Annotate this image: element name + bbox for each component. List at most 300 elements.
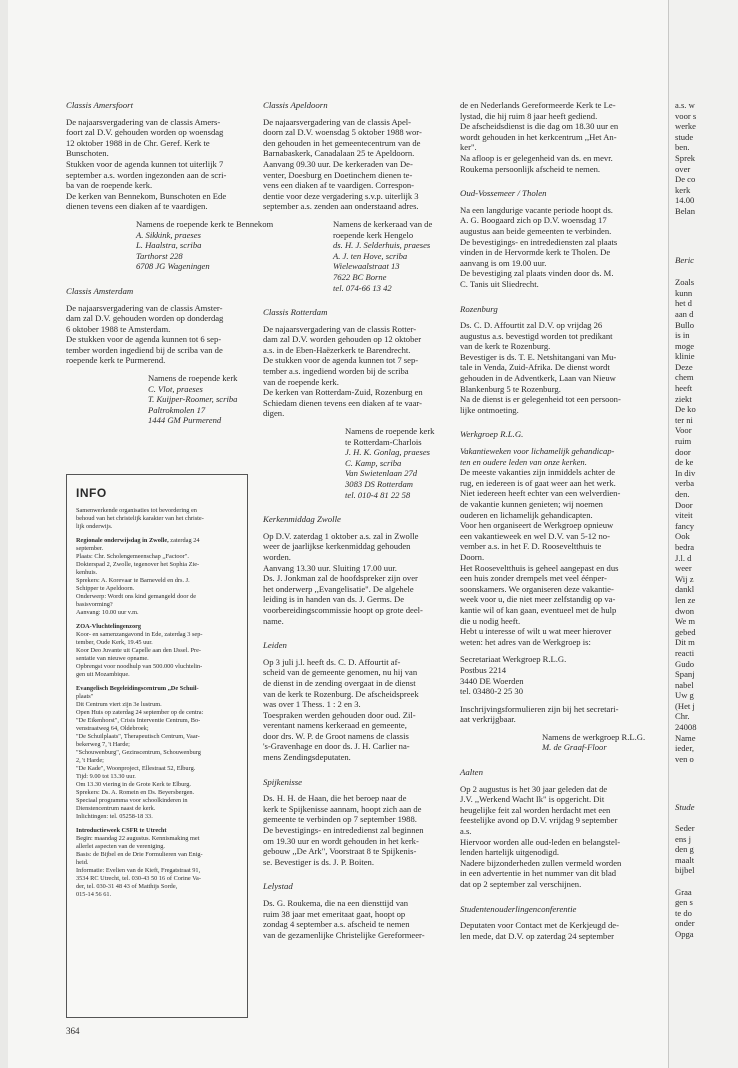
text-line: digen. bbox=[263, 408, 285, 419]
text-line: De afscheidsdienst is die dag om 18.30 uur en bbox=[460, 121, 619, 132]
text-line: Informatie: Evelien van de Kieft, Fregatstraat 91, bbox=[76, 867, 201, 874]
text-line: Op 3 juli j.l. heeft ds. C. D. Affourtit af- bbox=[263, 656, 401, 667]
text-line: gen s bbox=[675, 897, 693, 908]
text-line: klinie bbox=[675, 351, 695, 362]
text-line: In div bbox=[675, 467, 696, 478]
next-lines bbox=[675, 100, 738, 217]
text-line: september. bbox=[76, 545, 104, 552]
text-line: Na een langdurige vacante periode hoopt ds. bbox=[460, 204, 613, 215]
text-line: Zoals bbox=[675, 277, 695, 288]
text-line: om 19.30 uur en wordt gehouden in het kerk- bbox=[263, 835, 419, 846]
text-line: Evangelisch Begeleidingscentrum ,,De Schuil- bbox=[76, 685, 199, 692]
signature bbox=[460, 732, 644, 753]
text-line: ruim 38 jaar met emeritaat gaat, hoopt op bbox=[263, 908, 406, 919]
text-line: maalt bbox=[675, 854, 695, 865]
text-line: is in bbox=[675, 330, 690, 341]
text-line: Ook bbox=[675, 531, 690, 542]
sig-line: Wielewaalstraat 13 bbox=[333, 261, 400, 272]
text-line: Dokterspad 2, Zwolle, tegenover het Sophia Zie- bbox=[76, 561, 200, 568]
text-line: Open Huis op zaterdag 24 september op de centra: bbox=[76, 709, 204, 716]
sig-line: 3083 DS Rotterdam bbox=[345, 479, 413, 489]
text-line: Roukema persoonlijk afscheid te nemen. bbox=[460, 163, 601, 174]
text-line: ens j bbox=[675, 833, 691, 844]
text-line: Seder bbox=[675, 823, 695, 834]
text-line: gen uit Mozambique. bbox=[76, 671, 130, 678]
text-line: weer de jaarlijkse kerkenmiddag gehouden bbox=[263, 541, 411, 552]
text-line: weer bbox=[675, 563, 692, 574]
text-line: was over 1 Thess. 1 : 2 en 3. bbox=[263, 699, 361, 710]
text-line: vens een diaken af te vaardigen. Correspon- bbox=[263, 180, 415, 191]
text-line: van de kerk te Rozenburg. De afscheidspreek bbox=[263, 688, 419, 699]
text-line: 12 oktober 1988 in de Chr. Geref. Kerk te bbox=[66, 137, 210, 148]
text-line: name. bbox=[263, 615, 284, 626]
text-line: van de roepende kerk. bbox=[263, 376, 339, 387]
text-line: De meeste vakanties zijn inmiddels achter de bbox=[460, 467, 616, 478]
text-line: lystad, die hij ruim 8 jaar heeft gediend. bbox=[460, 110, 598, 121]
section-title: Lelystad bbox=[263, 881, 293, 892]
text-line: Om 13.30 viering in de Grote Kerk te Elburg. bbox=[76, 781, 191, 788]
text-line: (Het j bbox=[675, 700, 695, 711]
text-line: 's-Gravenhage en door ds. J. H. Carlier na- bbox=[263, 741, 410, 752]
section-title: Kerkenmiddag Zwolle bbox=[263, 514, 341, 525]
text-line: Sprekers: Ds. A. Romein en Ds. Beyersbergen. bbox=[76, 789, 195, 796]
text-line: verba bbox=[675, 478, 695, 489]
section-title: Leiden bbox=[263, 640, 287, 651]
signature bbox=[263, 426, 448, 500]
signature bbox=[263, 219, 448, 293]
section-aalten bbox=[460, 767, 644, 890]
text-line: Bullo bbox=[675, 319, 695, 330]
text-line: dienen tevens een diaken af te vaardigen. bbox=[66, 201, 208, 212]
text-line: De najaarsvergadering van de classis Amers- bbox=[66, 116, 221, 127]
signature bbox=[66, 218, 274, 272]
text-line: tel. 03480-2 25 30 bbox=[460, 686, 524, 697]
text-line: C. Tanis uit Sliedrecht. bbox=[460, 278, 539, 289]
section-title: Spijkenisse bbox=[263, 776, 303, 787]
text-line: reacti bbox=[675, 647, 695, 658]
section-title: Classis Amersfoort bbox=[66, 100, 134, 110]
text-line: Stukken voor de agenda kunnen tot uiterlijk 7 bbox=[66, 158, 224, 169]
column-1 bbox=[66, 100, 274, 440]
info-block bbox=[76, 685, 237, 821]
text-line: gemeente te verbinden op 7 september 1988. bbox=[263, 814, 417, 825]
text-line: kenhuis. bbox=[76, 569, 98, 576]
text-line: gebouw ,,De Ark", Voorstraat 8 te Spijkenis- bbox=[263, 846, 417, 857]
text-line: tember, Oude Kerk, 19.45 uur. bbox=[76, 639, 153, 646]
text-line: Aanvang: 10.00 uur v.m. bbox=[76, 609, 139, 616]
text-line: den g bbox=[675, 844, 694, 855]
text-line: Postbus 2214 bbox=[460, 664, 507, 675]
section-apeldoorn bbox=[263, 100, 448, 293]
sig-line: M. de Graaf-Floor bbox=[542, 742, 607, 753]
text-line: Speciaal programma voor schoolkinderen in bbox=[76, 797, 188, 804]
text-line: van de kerk te Rozenburg. bbox=[460, 341, 551, 352]
text-line: Aanvang 09.30 uur. De kerkeraden van De- bbox=[263, 158, 413, 169]
next-page-text bbox=[675, 100, 738, 940]
text-line: Sprek bbox=[675, 152, 696, 163]
sig-line: tel. 074-66 13 42 bbox=[333, 282, 392, 293]
text-line: aan d bbox=[675, 308, 694, 319]
text-line bbox=[675, 876, 738, 887]
text-line: ter ni bbox=[675, 414, 693, 425]
section-title: Studentenouderlingenconferentie bbox=[460, 903, 577, 914]
section-zwolle bbox=[263, 514, 448, 626]
text-line: leiding is in handen van ds. J. Germs. De bbox=[263, 594, 405, 605]
section-body bbox=[460, 784, 644, 890]
text-line: lijke ontmoeting. bbox=[460, 404, 519, 415]
text-line: Introductieweek CSFR te Utrecht bbox=[76, 827, 167, 834]
text-line: Hiervoor worden alle oud-leden en belangstel- bbox=[460, 836, 621, 847]
text-line: 6 oktober 1988 te Amsterdam. bbox=[66, 323, 171, 334]
section-studenten bbox=[460, 904, 644, 942]
text-line: chem bbox=[675, 372, 694, 383]
section-title: Oud-Vossemeer / Tholen bbox=[460, 188, 547, 199]
text-line: het d bbox=[675, 298, 692, 309]
text-line: De bevestiging zal plaats vinden door ds. M. bbox=[460, 268, 614, 279]
text-line: ba van de roepende kerk. bbox=[66, 180, 153, 191]
main-page bbox=[8, 0, 668, 1068]
text-line: Op 2 augustus is het 30 jaar geleden dat de bbox=[460, 783, 608, 794]
sig-line: Namens de roepende kerk bbox=[148, 373, 238, 384]
text-line: Hebt u interesse of wilt u wat meer hierover bbox=[460, 626, 612, 637]
next-page-strip bbox=[668, 0, 738, 1068]
text-line: De kerken van Bennekom, Bunschoten en Ede bbox=[66, 190, 227, 201]
text-line: Op D.V. zaterdag 1 oktober a.s. zal in Zwolle bbox=[263, 530, 419, 541]
text-line: ten en oudere leden van onze kerken. bbox=[460, 456, 587, 467]
section-body bbox=[263, 531, 448, 626]
section-rotterdam bbox=[263, 307, 448, 500]
text-line: moge bbox=[675, 340, 695, 351]
text-line: A. G. Boogaard zich op D.V. woensdag 17 bbox=[460, 215, 607, 226]
text-line: september a.s. worden ingezonden aan de scri- bbox=[66, 169, 227, 180]
section-spijkenisse bbox=[263, 777, 448, 868]
section-body bbox=[460, 467, 644, 647]
text-line: kerk te Spijkenisse aannam, hoopt zich aan de bbox=[263, 803, 422, 814]
sig-line: Namens de werkgroep R.L.G. bbox=[542, 731, 646, 742]
section-body bbox=[263, 793, 448, 867]
text-line: mens Zendingsdeputaten. bbox=[263, 752, 351, 763]
text-line: weten: het adres van de Werkgroep is: bbox=[460, 636, 591, 647]
text-line: nabel bbox=[675, 679, 694, 690]
text-line: lenden hartelijk uitgenodigd. bbox=[460, 847, 560, 858]
sig-line: 7622 BC Borne bbox=[333, 271, 387, 282]
text-line: vember a.s. in het F. D. Rooseveltthuis te bbox=[460, 541, 602, 552]
text-line: De ko bbox=[675, 404, 696, 415]
text-line: 3534 RC Utrecht, tel. 030-43 50 16 of Corine Va- bbox=[76, 875, 201, 882]
text-line: ZOA-Vluchtelingenzorg bbox=[76, 623, 142, 630]
text-line: "Schouwenburg", Gezinscentrum, Schouwenburg bbox=[76, 749, 201, 756]
text-line: foort zal D.V. gehouden worden op woensdag bbox=[66, 127, 224, 138]
next-lines bbox=[675, 277, 738, 764]
text-line: Dit Centrum viert zijn 3e lustrum. bbox=[76, 701, 162, 708]
text-line: Samenwerkende organisaties tot bevordering en bbox=[76, 507, 197, 514]
text-line: kantie wil of kan gaan, eventueel met de hulp bbox=[460, 604, 617, 615]
sig-line: A. J. ten Hove, scriba bbox=[333, 250, 408, 261]
text-line: De kerken van Rotterdam-Zuid, Rozenburg en bbox=[263, 387, 423, 398]
text-line: Uw g bbox=[675, 690, 694, 701]
sig-line: 6708 JG Wageningen bbox=[136, 261, 210, 272]
section-rozenburg bbox=[460, 304, 644, 416]
sig-line: ds. H. J. Selderhuis, praeses bbox=[333, 240, 431, 251]
text-line: 3440 DE Woerden bbox=[460, 675, 524, 686]
text-line: Onderwerp: Wordt ons kind gemangeld door de bbox=[76, 593, 197, 600]
text-line: bijbel bbox=[675, 865, 695, 876]
text-line: Graa bbox=[675, 886, 692, 897]
text-line: verentant namens kerkeraad en gemeente, bbox=[263, 720, 407, 731]
section-title: Rozenburg bbox=[460, 303, 498, 314]
text-line: Aanvang 13.30 uur. Sluiting 17.00 uur. bbox=[263, 562, 397, 573]
section-body bbox=[263, 898, 448, 940]
section-body bbox=[460, 100, 644, 174]
text-line: fancy bbox=[675, 520, 695, 531]
text-line: Gudo bbox=[675, 658, 695, 669]
text-line: augustus a.s. bevestigd worden tot predikant bbox=[460, 330, 613, 341]
text-line: Dit m bbox=[675, 637, 695, 648]
text-line: We m bbox=[675, 616, 696, 627]
next-heading: Beric bbox=[675, 254, 695, 265]
text-line: bedra bbox=[675, 541, 695, 552]
text-line: len mede, dat D.V. op zaterdag 24 september bbox=[460, 930, 614, 941]
text-line: Na afloop is er gelegenheid van ds. en mevr. bbox=[460, 152, 613, 163]
text-line: Ds. J. Jonkman zal de hoofdspreker zijn over bbox=[263, 573, 418, 584]
sig-line: Paltrokmolen 17 bbox=[148, 404, 206, 415]
text-line: een vakantieweek en wel D.V. van 5-12 no- bbox=[460, 530, 610, 541]
page-number: 364 bbox=[66, 1026, 80, 1036]
text-line: Voor hen organiseert de Werkgroep opnieuw bbox=[460, 520, 614, 531]
text-line: 2, 't Harde; bbox=[76, 757, 104, 764]
info-intro bbox=[76, 507, 237, 531]
text-line: De najaarsvergadering van de classis Amster- bbox=[66, 302, 223, 313]
text-line: den gehouden in het gemeentecentrum van de bbox=[263, 137, 421, 148]
section-title: Werkgroep R.L.G. bbox=[460, 429, 524, 440]
text-line: Chr. bbox=[675, 711, 690, 722]
text-line: a.s. bbox=[460, 826, 472, 837]
text-line: Inschrijvingsformulieren zijn bij het secretari- bbox=[460, 703, 619, 714]
text-line: rug, en iedereen is of gaat weer aan het werk. bbox=[460, 477, 616, 488]
text-line: venter, Doesburg en Doetinchem dienen te- bbox=[263, 169, 413, 180]
sig-line: A. Sikkink, praeses bbox=[136, 229, 201, 240]
sig-line: T. Kuijper-Roomer, scriba bbox=[148, 394, 238, 405]
text-line: allerlei aspecten van de vereniging. bbox=[76, 843, 165, 850]
section-lelystad bbox=[263, 881, 448, 940]
text-line: De najaarsvergadering van de classis Apel- bbox=[263, 116, 412, 127]
sig-line: L. Haalstra, scriba bbox=[136, 240, 202, 251]
text-line: Vakantieweken voor lichamelijk gehandicap- bbox=[460, 446, 615, 457]
text-line: heugelijke feit zal worden herdacht met een bbox=[460, 804, 611, 815]
info-box bbox=[66, 474, 248, 1018]
signature bbox=[66, 373, 246, 426]
text-line: venstraatweg 64, Oldebroek; bbox=[76, 725, 149, 732]
text-line: plaats" bbox=[76, 693, 94, 700]
text-line: augustus aan beide gemeenten te verbinden. bbox=[460, 225, 612, 236]
text-line: Deputaten voor Contact met de Kerkjeugd de- bbox=[460, 920, 619, 931]
text-line: tember a.s. ingediend worden bij de scriba bbox=[263, 366, 409, 377]
section-title: Classis Apeldoorn bbox=[263, 100, 328, 110]
text-line: ker". bbox=[460, 142, 477, 153]
text-line: De najaarsvergadering van de classis Rotter- bbox=[263, 323, 417, 334]
text-line: sentatie van nieuwe opname. bbox=[76, 655, 149, 662]
text-line: de dienst in de zending overgaat in de dienst bbox=[263, 677, 416, 688]
text-line: Voor bbox=[675, 425, 692, 436]
text-line: gehouden in de Adventkerk, Laan van Nieuw bbox=[460, 373, 616, 384]
text-line: De bevestigings- en intredediensten zal plaats bbox=[460, 236, 618, 247]
column-3 bbox=[460, 100, 644, 955]
sig-line: C. Vlot, praeses bbox=[148, 383, 203, 394]
section-body bbox=[460, 320, 644, 415]
section-lelystad-continued bbox=[460, 100, 644, 174]
text-line: soonskamers. We organiseren deze vakantie- bbox=[460, 583, 614, 594]
text-line: 24008 bbox=[675, 722, 697, 733]
text-line: Bevestiger is ds. T. E. Netshitangani van Mu- bbox=[460, 351, 617, 362]
section-intro bbox=[460, 446, 644, 467]
section-address bbox=[460, 654, 644, 696]
section-leiden bbox=[263, 640, 448, 763]
text-line: september a.s. zenden aan onderstaand adres. bbox=[263, 201, 419, 212]
text-line: Koor- en samenzangavond in Ede, zaterdag 3 sep- bbox=[76, 631, 203, 638]
text-line: die u nodig heeft. bbox=[460, 615, 521, 626]
info-block bbox=[76, 623, 237, 679]
info-block bbox=[76, 537, 237, 617]
text-line: stude bbox=[675, 131, 694, 142]
sig-line: J. H. K. Gonlag, praeses bbox=[345, 447, 430, 458]
text-line: over bbox=[675, 163, 691, 174]
sig-line: C. Kamp, scriba bbox=[345, 457, 402, 468]
text-line: basisvorming? bbox=[76, 601, 113, 608]
text-line: len ze bbox=[675, 594, 696, 605]
text-line: "De Eikenhorst", Crisis Interventie Centrum, Bo- bbox=[76, 717, 201, 724]
section-title: Classis Amsterdam bbox=[66, 285, 134, 296]
section-after bbox=[460, 704, 644, 725]
text-line: voor s bbox=[675, 110, 697, 121]
text-line: Schipper te Apeldoorn. bbox=[76, 585, 135, 592]
text-line: heid. bbox=[76, 859, 89, 866]
text-line: Belan bbox=[675, 205, 696, 216]
sig-line: Namens de roepende kerk bbox=[345, 426, 435, 437]
text-line: werke bbox=[675, 121, 696, 132]
text-line: tember worden ingediend bij de scriba van de bbox=[66, 344, 223, 355]
text-line: dentie voor deze vergadering s.v.p. uiterlijk 3 bbox=[263, 190, 419, 201]
text-line: heeft bbox=[675, 383, 693, 394]
text-line: dankl bbox=[675, 584, 695, 595]
section-title: Classis Rotterdam bbox=[263, 307, 328, 318]
text-line: der, tel. 030-31 48 43 of Matthijs Sorde, bbox=[76, 883, 178, 890]
text-line: Bunschoten. bbox=[66, 148, 109, 159]
text-line: ziekt bbox=[675, 393, 692, 404]
text-line: "De Kade", Woonproject, Ellestraat 52, Elburg. bbox=[76, 765, 196, 772]
text-line: De bevestigings- en intrededienst zal beginnen bbox=[263, 825, 424, 836]
text-line: de ke bbox=[675, 457, 694, 468]
text-line: aanvang is om 19.00 uur. bbox=[460, 257, 547, 268]
section-tholen bbox=[460, 188, 644, 289]
text-line: J.l. d bbox=[675, 552, 692, 563]
sig-line: Tarthorst 228 bbox=[136, 250, 183, 261]
text-line: 015-14 56 61. bbox=[76, 891, 112, 898]
text-line: een huis zonder drempels met veel éénper- bbox=[460, 573, 607, 584]
text-line: lijk onderwijs. bbox=[76, 523, 113, 530]
info-title: INFO bbox=[76, 486, 107, 500]
section-body bbox=[460, 920, 644, 941]
text-line: Begin: maandag 22 augustus. Kennismaking met bbox=[76, 835, 200, 842]
sig-line: Namens de roepende kerk te Bennekom bbox=[136, 218, 274, 229]
text-line: behoud van het christelijk karakter van het christe- bbox=[76, 515, 204, 522]
text-line: ouderen en lichamelijk gehandicapten. bbox=[460, 509, 593, 520]
text-line: Door bbox=[675, 499, 693, 510]
text-line: Koor Deo Juvante uit Capelle aan den IJssel. Pre- bbox=[76, 647, 202, 654]
text-line: Ds. H. H. de Haan, die het beroep naar de bbox=[263, 793, 407, 804]
text-line: ben. bbox=[675, 142, 690, 153]
text-line: scheid van de gemeente genomen, nu hij van bbox=[263, 667, 418, 678]
text-line: De co bbox=[675, 174, 696, 185]
text-line: 14.00 bbox=[675, 195, 695, 206]
text-line: te do bbox=[675, 907, 692, 918]
text-line: de en Nederlands Gereformeerde Kerk te Le- bbox=[460, 100, 616, 110]
section-werkgroep bbox=[460, 429, 644, 753]
sig-line: 1444 GM Purmerend bbox=[148, 415, 222, 426]
text-line: roepende kerk te Purmerend. bbox=[66, 355, 166, 366]
section-body bbox=[263, 117, 448, 212]
info-block bbox=[76, 827, 237, 899]
text-line: in een advertentie in het nummer van dit blad bbox=[460, 868, 617, 879]
text-line: onder bbox=[675, 918, 695, 929]
text-line: doorn zal D.V. woensdag 5 oktober 1988 wor- bbox=[263, 127, 422, 138]
text-line: a.s. in de Eben-Haëzerkerk te Barendrecht. bbox=[263, 344, 411, 355]
text-line: feestelijke avond op D.V. vrijdag 9 september bbox=[460, 815, 618, 826]
text-line: wordt gehouden in het kerkcentrum ,,Het An- bbox=[460, 131, 617, 142]
text-line: Regionale onderwijsdag in Zwolle, zaterdag 24 bbox=[76, 537, 200, 544]
text-line: Toespraken werden gehouden door oud. Zil- bbox=[263, 709, 416, 720]
text-line: gebed bbox=[675, 626, 696, 637]
sig-line: te Rotterdam-Charlois bbox=[345, 436, 422, 447]
text-line: aat verkrijgbaar. bbox=[460, 714, 516, 725]
text-line: voorbereidingscommissie hoopt op grote deel- bbox=[263, 604, 423, 615]
text-line: Basis: de Bijbel en de Drie Formulieren van Enig- bbox=[76, 851, 203, 858]
text-line: Na de dienst is er gelegenheid tot een persoon- bbox=[460, 394, 621, 405]
section-body bbox=[66, 117, 246, 212]
text-line: tale in Venda, Zuid-Afrika. De dienst wordt bbox=[460, 362, 610, 373]
column-2 bbox=[263, 100, 448, 954]
text-line: ruim bbox=[675, 436, 692, 447]
text-line: het onderwerp ,,Evangelisatie". De algehele bbox=[263, 583, 414, 594]
section-body bbox=[263, 657, 448, 763]
text-line: Tijd: 9.00 tot 13.30 uur. bbox=[76, 773, 136, 780]
section-body bbox=[263, 324, 448, 419]
text-line: Het Rooseveltthuis is geheel aangepast en dus bbox=[460, 562, 619, 573]
text-line: dam zal D.V. gehouden worden op donderdag bbox=[66, 313, 224, 324]
next-lines bbox=[675, 823, 738, 940]
text-line: Opga bbox=[675, 928, 694, 939]
section-title: Aalten bbox=[460, 767, 483, 778]
text-line: De stukken voor de agenda kunnen tot 6 sep- bbox=[66, 334, 222, 345]
text-line: Doorn. bbox=[460, 551, 485, 562]
text-line: van de gezamenlijke Christelijke Gereformeer- bbox=[263, 929, 425, 940]
sig-line: Van Swietenlaan 27d bbox=[345, 468, 418, 479]
text-line: week voor u, die niet meer zelfstandig op va- bbox=[460, 594, 616, 605]
text-line: Deze bbox=[675, 361, 693, 372]
text-line: kerk bbox=[675, 184, 691, 195]
section-body bbox=[66, 303, 246, 367]
text-line: Schiedam dienen tevens een diaken af te vaar- bbox=[263, 397, 422, 408]
text-line: worden. bbox=[263, 551, 291, 562]
text-line: De stukken voor de agenda kunnen tot 7 sep- bbox=[263, 355, 419, 366]
text-line: Blankenburg 5 te Rozenburg. bbox=[460, 383, 561, 394]
text-line: Opbrengst voor noodhulp van 500.000 vluchtelin- bbox=[76, 663, 203, 670]
text-line: Spanj bbox=[675, 669, 695, 680]
section-amersfoort bbox=[66, 100, 274, 272]
text-line: Secretariaat Werkgroep R.L.G. bbox=[460, 654, 567, 665]
text-line: Wij z bbox=[675, 573, 694, 584]
sig-line: tel. 010-4 81 22 58 bbox=[345, 489, 411, 500]
text-line: J.V. ,,Werkend Wacht Ik" is opgericht. Dit bbox=[460, 794, 605, 805]
